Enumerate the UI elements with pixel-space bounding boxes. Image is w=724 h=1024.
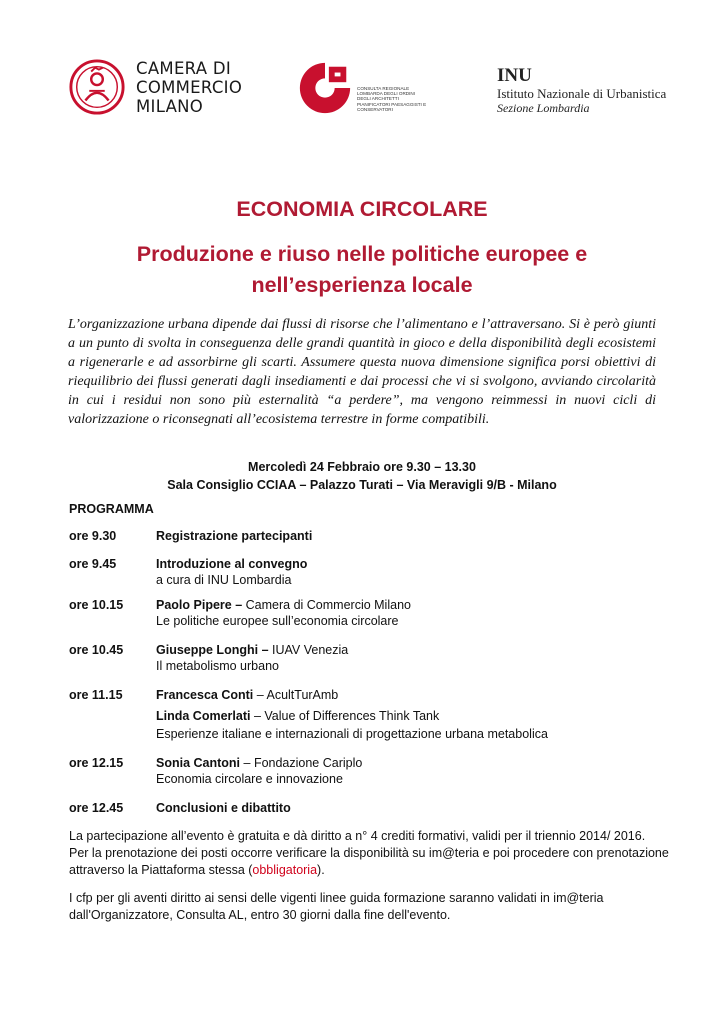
program-time: ore 11.15: [69, 688, 123, 702]
program-separator: –: [250, 708, 265, 723]
program-time: ore 10.45: [69, 643, 124, 657]
program-org: IUAV Venezia: [272, 643, 349, 657]
program-title: Registrazione partecipanti: [156, 529, 313, 543]
program-detail: Esperienze italiane e internazionali di progettazione urbana metabolica: [156, 727, 548, 742]
camera-commercio-emblem-icon: [68, 58, 126, 116]
page-title: ECONOMIA CIRCOLARE: [236, 197, 488, 221]
inu-name: Istituto Nazionale di Urbanistica: [497, 86, 667, 101]
program-speaker: Giuseppe Longhi: [156, 643, 259, 657]
program-speaker: Paolo Pipere: [156, 598, 232, 612]
program-time: ore 9.45: [69, 557, 117, 571]
program-org: Fondazione Cariplo: [253, 756, 363, 770]
footer-credits-text: La partecipazione all’evento è gratuita e dà diritto a n° 4 crediti formativi, validi per il triennio 2014/ 2016.: [69, 829, 646, 843]
logo-inu: [497, 66, 666, 115]
programma-heading: PROGRAMMA: [69, 502, 154, 516]
program-time: ore 9.30: [69, 529, 117, 543]
obbligatoria-text: obbligatoria: [252, 862, 318, 877]
footer-credits: [69, 828, 669, 878]
program-org: Camera di Commercio Milano: [245, 598, 411, 612]
program-org: AcultTurAmb: [266, 688, 339, 702]
program-time: ore 10.15: [69, 598, 124, 612]
program-detail: Il metabolismo urbano: [156, 658, 279, 673]
program-title: Conclusioni e dibattito: [156, 801, 291, 815]
intro-paragraph: L’organizzazione urbana dipende dai flussi di risorse che l’alimentano e l’attraversano. Si è però giunti a un punto di svolta in conseguenza delle grandi quantità in gioco e della disponibilità degli ecosistemi a rigenerarle e ad assorbirne gli scarti. Assumere questa nuova dimensione significa porsi obiettivi di riequilibrio dei flussi generati dagli insediamenti e dai processi che vi si svolgono, avviando circolarità in cui i residui non sono più esternalità “a perdere”, ma vengono reimmessi in nuovi cicli di valorizzazione o riconsegnati all’ecosistema terrestre in forme compatibili.: [68, 317, 656, 428]
program-speaker: Sonia Cantoni: [156, 756, 241, 770]
page-subtitle: Produzione e riuso nelle politiche europee e nell’esperienza locale: [136, 242, 588, 297]
logo-consulta: [296, 58, 427, 118]
program-detail: a cura di INU Lombardia: [156, 572, 292, 587]
event-info: [0, 458, 724, 494]
program-time: ore 12.45: [69, 801, 124, 815]
program-title: Introduzione al convegno: [156, 557, 308, 571]
program-separator: –: [240, 756, 254, 770]
program-speaker: Linda Comerlati: [156, 708, 251, 723]
event-date: Mercoledì 24 Febbraio ore 9.30 – 13.30: [248, 460, 476, 474]
inu-acronym: INU: [497, 65, 532, 86]
program-speaker: Francesca Conti: [156, 688, 254, 702]
program-org: Value of Differences Think Tank: [264, 708, 440, 723]
program-separator: –: [253, 688, 267, 702]
footer-validation-text: I cfp per gli aventi diritto ai sensi delle vigenti linee guida formazione saranno validati in im@teria dall'Organizzatore, Consulta AL, entro 30 giorni dalla fine dell'evento.: [69, 891, 604, 922]
program-separator: –: [258, 643, 272, 657]
logo-camera-commercio: [68, 58, 242, 116]
program-detail: Economia circolare e innovazione: [156, 771, 343, 786]
inu-section: Sezione Lombardia: [497, 101, 590, 115]
program-time: ore 12.15: [69, 756, 124, 770]
footer-booking-text: Per la prenotazione dei posti occorre verificare la disponibilità su im@teria e poi procedere con prenotazione attraverso la Piattaforma stessa (obbligatoria).: [69, 845, 669, 877]
camera-commercio-wordmark: CAMERA DI COMMERCIO MILANO: [136, 58, 243, 116]
program-detail: Le politiche europee sull’economia circolare: [156, 613, 399, 628]
event-place: Sala Consiglio CCIAA – Palazzo Turati – Via Meravigli 9/B - Milano: [167, 478, 557, 492]
program-separator: –: [231, 598, 246, 612]
consulta-text: CONSULTA REGIONALE LOMBARDA DEGLI ORDINI DEGLI ARCHITETTI PIANIFICATORI PAESAGGISTI E CONSERVATORI: [357, 85, 427, 112]
consulta-emblem-icon: [296, 58, 354, 118]
